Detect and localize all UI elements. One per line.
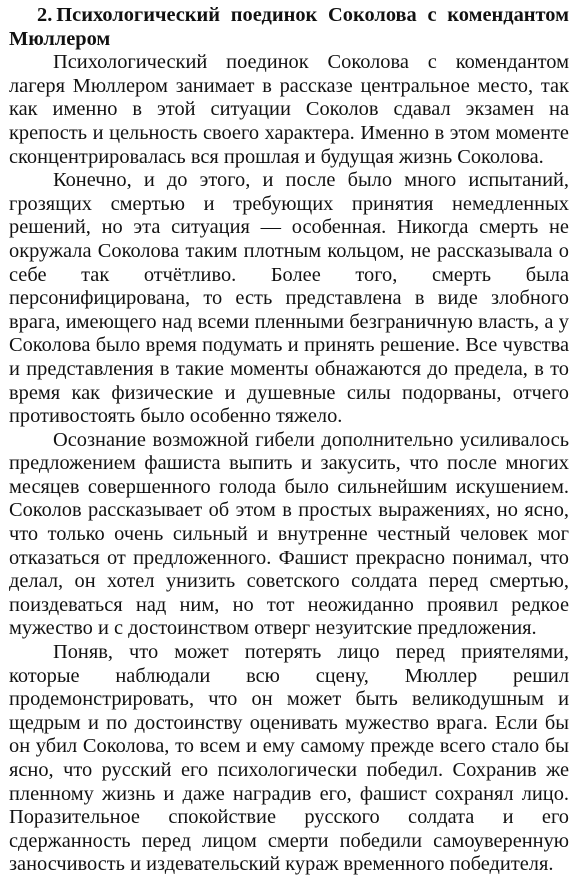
paragraph-1: Психологический поединок Соколова с комендантом лагеря Мюллером занимает в рассказе центральное место, так как именно в этой ситуации Соколов сдавал экзамен на крепость и цельность своего характера. Именно в этом моменте сконцентрировалась вся прошлая и будущая жизнь Соколова. — [9, 51, 569, 168]
paragraph-3: Осознание возможной гибели дополнительно усиливалось предложением фашиста выпить и закусить, что после многих месяцев совершенного голода было сильнейшим искушением. Соколов рассказывает об этом в простых выражениях, но ясно, что только очень сильный и внутренне честный человек мог отказаться от предложенного. Фашист прекрасно понимал, что делал, он хотел унизить советского солдата перед смертью, поиздеваться над ним, но тот неожиданно проявил редкое мужество и с достоинством отверг незуитские предложения. — [9, 428, 569, 640]
paragraph-2: Конечно, и до этого, и после было много испытаний, грозящих смертью и требующих принятия немедленных решений, но эта ситуация — особенная. Никогда смерть не окружала Соколова таким плотным кольцом, не рассказывала о себе так отчётливо. Более того, смерть была персонифицирована, то есть представлена в виде злобного врага, имеющего над всеми пленными безграничную власть, а у Соколова было время подумать и принять решение. Все чувства и представления в такие моменты обнажаются до предела, в то время как физические и душевные силы подорваны, отчего противостоять было особенно тяжело. — [9, 169, 569, 428]
section-heading — [9, 4, 569, 51]
paragraph-4: Поняв, что может потерять лицо перед приятелями, которые наблюдали всю сцену, Мюллер решил продемонстрировать, что он может быть великодушным и щедрым и по достоинству оценивать мужество врага. Если бы он убил Соколова, то всем и ему самому прежде всего стало бы ясно, что русский его психологически победил. Сохранив же пленному жизнь и даже наградив его, фашист сохранял лицо. Поразительное спокойствие русского солдата и его сдержанность перед лицом смерти победили самоуверенную заносчивость и издевательский кураж временного победителя. — [9, 641, 569, 876]
section-title: Психологический поединок Соколова с комендантом Мюллером — [9, 4, 569, 50]
section-number: 2. — [37, 4, 53, 26]
